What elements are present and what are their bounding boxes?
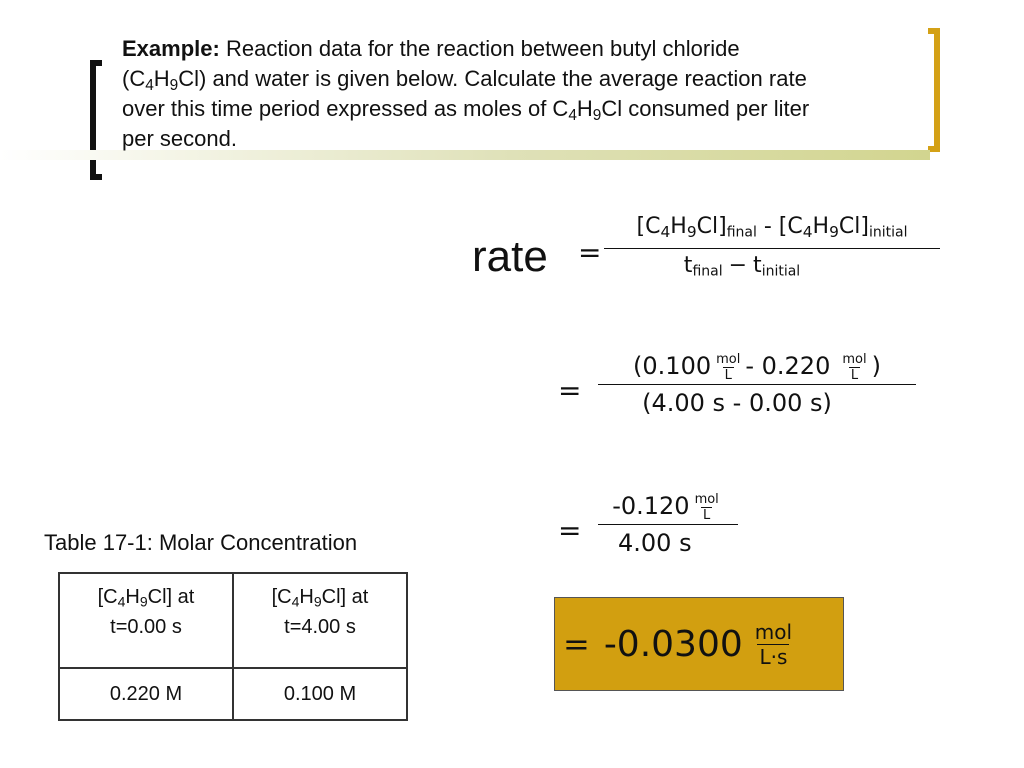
rate-definition-fraction <box>604 212 940 283</box>
step3-equals: = <box>558 514 582 547</box>
table-header-cell: $[C_4H_9Cl]$ at t=0.00 s <box>59 573 233 668</box>
molar-concentration-table <box>58 572 408 721</box>
step2-fraction <box>598 348 916 421</box>
answer-box <box>554 597 844 691</box>
table-cell: 0.220 M <box>59 668 233 720</box>
answer-unit-num: mol <box>754 619 793 644</box>
rate-equals: = <box>578 236 602 269</box>
rate-denominator: $t_{final} - t_{initial}$ <box>683 253 801 280</box>
left-bracket <box>90 60 102 180</box>
answer-equals: = <box>563 625 590 663</box>
table-row <box>59 668 407 720</box>
step3-numerator: -0.120 $\frac{\text{mol}}{L}$ <box>612 491 719 523</box>
step2-numerator: (0.100 $\frac{\text{mol}}{L}$ - 0.220 $\frac{\text{mol}}{L}$ ) <box>633 351 881 383</box>
answer-unit-den: L·s <box>759 644 788 669</box>
table-caption: Table 17-1: Molar Concentration <box>44 530 358 555</box>
table-header-cell: $[C_4H_9Cl]$ at t=4.00 s <box>233 573 407 668</box>
example-label: Example: <box>122 36 220 61</box>
problem-statement: Example: Reaction data for the reaction between butyl chloride $(C_4H_9Cl)$ and water is given below. Calculate the average reaction rate over this time period expressed as moles of $C_4H_9Cl$ consumed per liter per second. <box>122 36 810 151</box>
step3-fraction <box>598 488 738 561</box>
table-cell: 0.100 M <box>233 668 407 720</box>
answer-value: -0.0300 <box>603 623 743 665</box>
step2-denominator: (4.00 s - 0.00 s) <box>642 389 832 417</box>
right-bracket <box>928 28 940 152</box>
table-header-row <box>59 573 407 668</box>
rate-numerator: $[C_4H_9Cl]_{final} - [C_4H_9Cl]_{initial}$ <box>636 214 908 241</box>
step2-equals: = <box>558 374 582 407</box>
step3-denominator: 4.00 s <box>618 529 692 557</box>
rate-label: rate <box>472 232 548 281</box>
